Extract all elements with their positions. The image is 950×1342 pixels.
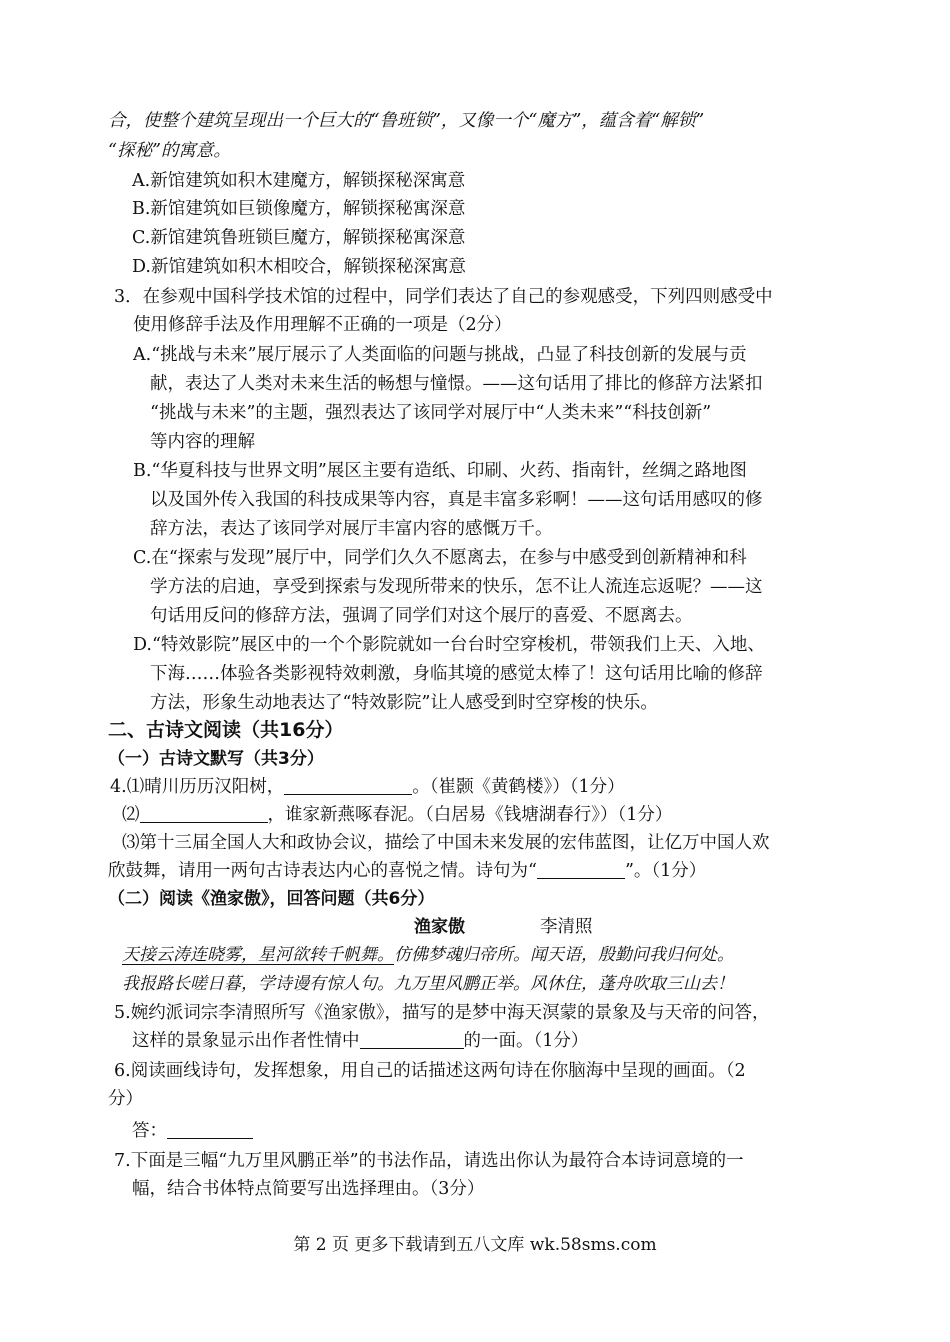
q5-prefix: 这样的景象显示出作者性情中 bbox=[132, 1031, 360, 1051]
q3-a-line4: 等内容的理解 bbox=[150, 432, 255, 452]
q3-c-line3: 句话用反问的修辞方法，强调了同学们对这个展厅的喜爱、不愿离去。 bbox=[150, 606, 693, 626]
q6-line2: 分） bbox=[108, 1089, 143, 1109]
q5-line1: 5.婉约派词宗李清照所写《渔家傲》，描写的是梦中海天溟蒙的景象及与天帝的问答， bbox=[114, 1003, 770, 1023]
page-footer: 第 2 页 更多下载请到五八文库 wk.58sms.com bbox=[293, 1235, 657, 1255]
q3-stem-line1: 3．在参观中国科学技术馆的过程中，同学们表达了自己的参观感受，下列四则感受中 bbox=[114, 287, 773, 307]
q5-line2 bbox=[132, 1028, 588, 1054]
q7-line1: 7.下面是三幅“九万里风鹏正举”的书法作品，请选出你认为最符合本诗词意境的一 bbox=[114, 1151, 744, 1171]
q2-option-c: C.新馆建筑鲁班锁巨魔方，解锁探秘寓深意 bbox=[132, 228, 466, 248]
q3-b-line3: 辞方法，表达了该同学对展厅丰富内容的感慨万千。 bbox=[150, 519, 553, 539]
poem-line1-underlined: 天接云涛连晓雾，星河欲转千帆舞。 bbox=[122, 945, 394, 965]
q3-a-line2: 献，表达了人类对未来生活的畅想与憧憬。——这句话用了排比的修辞方法紧扣 bbox=[150, 374, 763, 394]
q4-1-blank[interactable] bbox=[284, 776, 412, 795]
poem-line1-rest: 仿佛梦魂归帝所。闻天语，殷勤问我归何处。 bbox=[394, 945, 734, 965]
q4-3-line2 bbox=[108, 858, 706, 884]
poem-line1 bbox=[122, 942, 734, 968]
q2-stem-line1: 合，使整个建筑呈现出一个巨大的“鲁班锁”，又像一个“魔方”，蕴含着“解锁” bbox=[108, 111, 705, 131]
q4-1-prefix: 4.⑴晴川历历汉阳树， bbox=[110, 777, 285, 797]
poem-author: 李清照 bbox=[540, 917, 593, 937]
q3-a-line3: “挑战与未来”的主题，强烈表达了该同学对展厅中“人类未来”“科技创新” bbox=[150, 403, 712, 423]
q5-suffix: 的一面。（1分） bbox=[463, 1031, 589, 1051]
q4-2 bbox=[122, 802, 672, 828]
q3-b-line1: B.“华夏科技与世界文明”展区主要有造纸、印刷、火药、指南针，丝绸之路地图 bbox=[133, 461, 747, 481]
q3-stem-line2: 使用修辞手法及作用理解不正确的一项是（2分） bbox=[133, 315, 512, 335]
section-title: 二、古诗文阅读（共16分） bbox=[108, 719, 344, 741]
q4-2-suffix: ，谁家新燕啄春泥。（白居易《钱塘湖春行》）（1分） bbox=[267, 805, 673, 825]
q7-line2: 幅，结合书体特点简要写出选择理由。（3分） bbox=[132, 1179, 485, 1199]
subsection-title-2: （二）阅读《渔家傲》，回答问题（共6分） bbox=[108, 889, 435, 909]
q6-answer-blank[interactable] bbox=[167, 1120, 253, 1139]
q2-stem-line2: “探秘”的寓意。 bbox=[108, 141, 231, 161]
q4-3-suffix: ”。（1分） bbox=[624, 861, 707, 881]
q4-3-prefix: 欣鼓舞，请用一两句古诗表达内心的喜悦之情。诗句为“ bbox=[108, 861, 537, 881]
poem-line2: 我报路长嗟日暮，学诗谩有惊人句。九万里风鹏正举。风休住，蓬舟吹取三山去！ bbox=[122, 974, 734, 994]
q2-option-a: A.新馆建筑如积木建魔方，解锁探秘深寓意 bbox=[132, 171, 466, 191]
q4-3-line1: ⑶第十三届全国人大和政协会议，描绘了中国未来发展的宏伟蓝图，让亿万中国人欢 bbox=[122, 833, 770, 853]
q4-1 bbox=[110, 774, 625, 800]
q4-2-prefix: ⑵ bbox=[122, 805, 140, 825]
q5-blank[interactable] bbox=[360, 1030, 464, 1049]
poem-title: 渔家傲 bbox=[414, 917, 465, 937]
q3-c-line1: C.在“探索与发现”展厅中，同学们久久不愿离去，在参与中感受到创新精神和科 bbox=[133, 548, 747, 568]
subsection-title-1: （一）古诗文默写（共3分） bbox=[108, 749, 324, 769]
q3-d-line2: 下海……体验各类影视特效刺激，身临其境的感觉太棒了！这句话用比喻的修辞 bbox=[150, 664, 763, 684]
q3-d-line3: 方法，形象生动地表达了“特效影院”让人感受到时空穿梭的快乐。 bbox=[150, 693, 658, 713]
q3-d-line1: D.“特效影院”展区中的一个个影院就如一台台时空穿梭机，带领我们上天、入地、 bbox=[133, 635, 765, 655]
q6-answer bbox=[132, 1118, 253, 1144]
q3-c-line2: 学方法的启迪，享受到探索与发现所带来的快乐，怎不让人流连忘返呢？——这 bbox=[150, 577, 763, 597]
q2-option-b: B.新馆建筑如巨锁像魔方，解锁探秘寓深意 bbox=[132, 199, 466, 219]
q4-1-suffix: 。（崔颢《黄鹤楼》）（1分） bbox=[412, 777, 625, 797]
q2-option-d: D.新馆建筑如积木相咬合，解锁探秘深寓意 bbox=[132, 257, 466, 277]
q6-line1: 6.阅读画线诗句，发挥想象，用自己的话描述这两句诗在你脑海中呈现的画面。（2 bbox=[114, 1061, 746, 1081]
q4-2-blank[interactable] bbox=[140, 804, 268, 823]
q4-3-blank[interactable] bbox=[537, 860, 625, 879]
q3-b-line2: 以及国外传入我国的科技成果等内容，真是丰富多彩啊！——这句话用感叹的修 bbox=[150, 490, 763, 510]
q6-answer-label: 答： bbox=[132, 1121, 167, 1141]
q3-a-line1: A.“挑战与未来”展厅展示了人类面临的问题与挑战，凸显了科技创新的发展与贡 bbox=[133, 345, 747, 365]
